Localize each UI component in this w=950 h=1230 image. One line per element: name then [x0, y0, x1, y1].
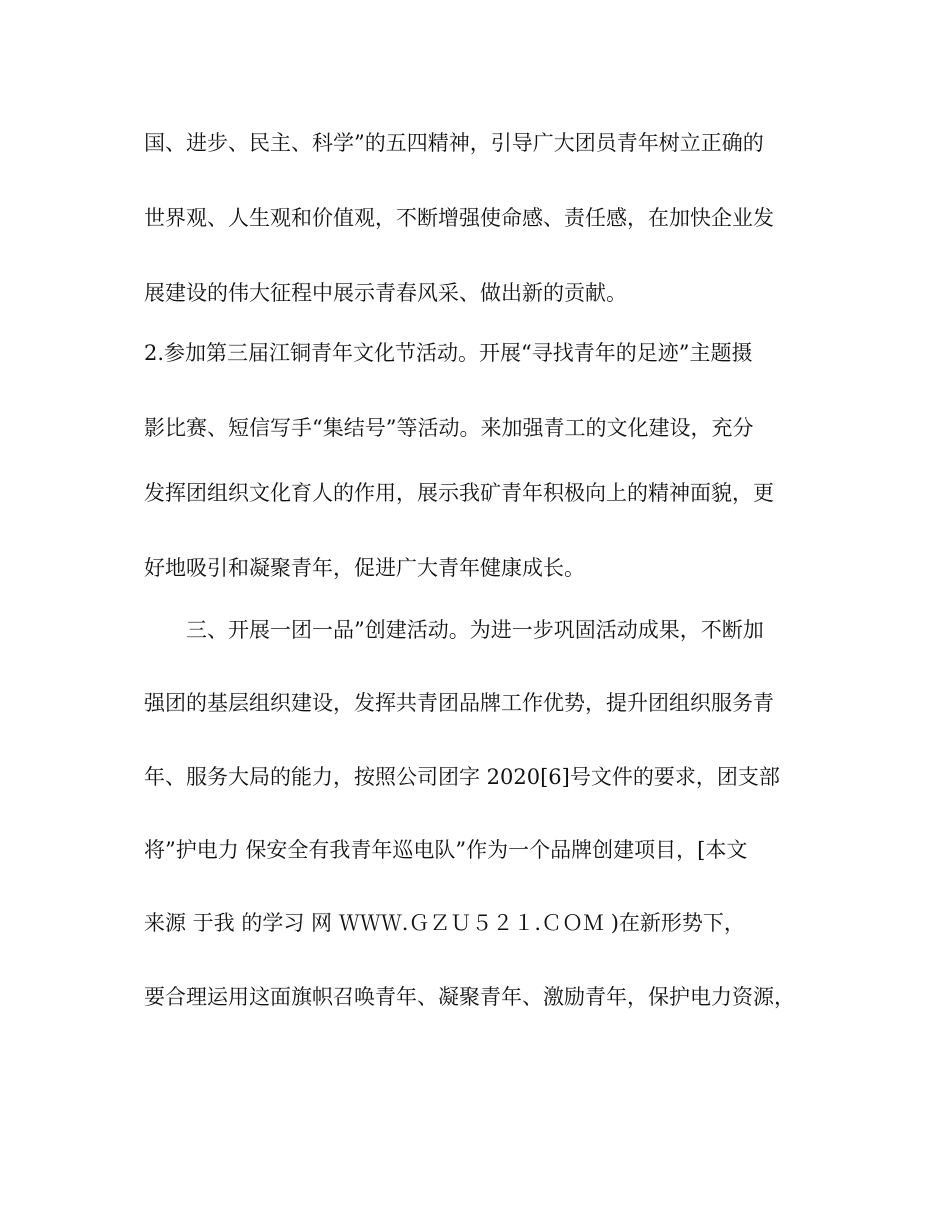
text-line: 世界观、人生观和价值观，不断增强使命感、责任感，在加快企业发: [144, 206, 774, 230]
text-line: 年、服务大局的能力，按照公司团字 2020[6]号文件的要求，团支部: [144, 765, 780, 789]
text-line: 来源 于我 的学习 网 ＷＷＷ.ＧＺＵ５２１.ＣＯＭ )在新形势下，: [144, 911, 745, 935]
text-line: 要合理运用这面旗帜召唤青年、凝聚青年、激励青年，保护电力资源，: [144, 985, 795, 1009]
text-line: 发挥团组织文化育人的作用，展示我矿青年积极向上的精神面貌，更: [144, 481, 774, 505]
text-line: 2.参加第三届江铜青年文化节活动。开展“寻找青年的足迹”主题摄: [144, 341, 753, 365]
text-line: 将”护电力 保安全有我青年巡电队”作为一个品牌创建项目，[本文: [144, 838, 748, 862]
text-line: 三、开展一团一品”创建活动。为进一步巩固活动成果，不断加: [186, 618, 764, 642]
text-line: 展建设的伟大征程中展示青春风采、做出新的贡献。: [144, 281, 627, 305]
text-line: 国、进步、民主、科学”的五四精神，引导广大团员青年树立正确的: [144, 131, 764, 155]
text-line: 强团的基层组织建设，发挥共青团品牌工作优势，提升团组织服务青: [144, 691, 774, 715]
text-line: 好地吸引和凝聚青年，促进广大青年健康成长。: [144, 556, 585, 580]
text-line: 影比赛、短信写手“集结号”等活动。来加强青工的文化建设，充分: [144, 416, 754, 440]
